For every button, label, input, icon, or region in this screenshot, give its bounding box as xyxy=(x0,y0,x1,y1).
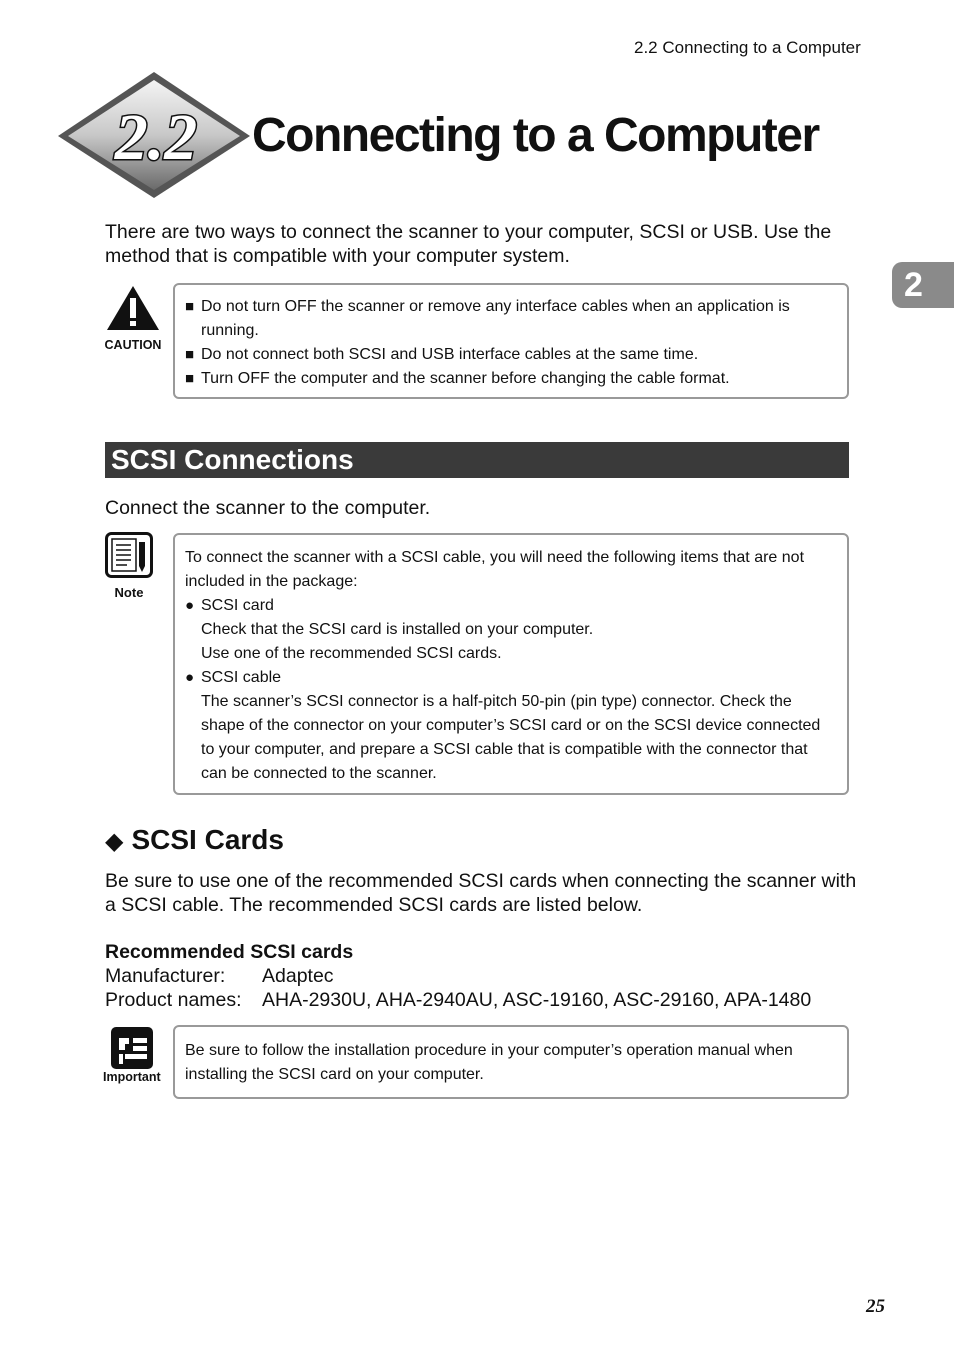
section-number-badge xyxy=(56,70,252,200)
caution-box xyxy=(173,283,849,399)
page-title: Connecting to a Computer xyxy=(252,109,819,162)
note-callout xyxy=(105,532,153,600)
important-text: Be sure to follow the installation procedure in your computer’s operation manual when installing the SCSI card on your computer. xyxy=(185,1042,793,1083)
note-intro: To connect the scanner with a SCSI cable, you will need the following items that are not included in the package: xyxy=(185,549,805,590)
caution-label: CAUTION xyxy=(104,338,162,352)
caution-item: ■ Do not connect both SCSI and USB interface cables at the same time. xyxy=(185,346,699,363)
important-icon xyxy=(103,1026,159,1070)
section-heading: SCSI Connections xyxy=(105,442,849,478)
note-label: Note xyxy=(114,585,144,600)
recommended-list xyxy=(105,964,811,1012)
intro-paragraph: There are two ways to connect the scanner to your computer, SCSI or USB. Use the method that is compatible with your computer system. xyxy=(105,221,832,267)
recommended-heading: Recommended SCSI cards xyxy=(105,941,354,963)
note-item-detail: Use one of the recommended SCSI cards. xyxy=(201,645,502,662)
chapter-tab: 2 xyxy=(892,262,954,308)
important-label: Important xyxy=(103,1070,161,1084)
caution-callout xyxy=(104,284,162,352)
diamond-icon: ◆ xyxy=(105,828,124,855)
note-box xyxy=(173,533,849,795)
page-number: 25 xyxy=(866,1296,885,1317)
section-lead: Connect the scanner to the computer. xyxy=(105,497,431,519)
section-number: 2.2 xyxy=(114,101,198,174)
important-callout xyxy=(103,1026,159,1084)
note-item-detail: Check that the SCSI card is installed on your computer. xyxy=(201,621,594,638)
important-box xyxy=(173,1025,849,1099)
subsection-heading: ◆ SCSI Cards xyxy=(105,824,284,855)
note-item: ● SCSI card xyxy=(185,597,274,614)
note-item-detail: The scanner’s SCSI connector is a half-pitch 50-pin (pin type) connector. Check the shape of the connector on your computer’s SCSI card or on the SCSI device connected to your computer, and prepare a SCSI cable that is compatible with the connector that can be connected to the scanner. xyxy=(201,693,821,782)
note-icon xyxy=(105,532,153,578)
manufacturer-row: Manufacturer: Adaptec xyxy=(105,965,334,987)
note-item: ● SCSI cable xyxy=(185,669,282,686)
caution-item: ■ Turn OFF the computer and the scanner before changing the cable format. xyxy=(185,370,730,387)
running-header: 2.2 Connecting to a Computer xyxy=(634,38,861,57)
scsi-cards-paragraph: Be sure to use one of the recommended SCSI cards when connecting the scanner with a SCSI cable. The recommended SCSI cards are listed below. xyxy=(105,870,857,916)
caution-icon xyxy=(104,284,162,332)
products-row: Product names: AHA-2930U, AHA-2940AU, ASC-19160, ASC-29160, APA-1480 xyxy=(105,989,812,1011)
caution-item: ■ Do not turn OFF the scanner or remove any interface cables when an application is running. xyxy=(185,298,790,339)
